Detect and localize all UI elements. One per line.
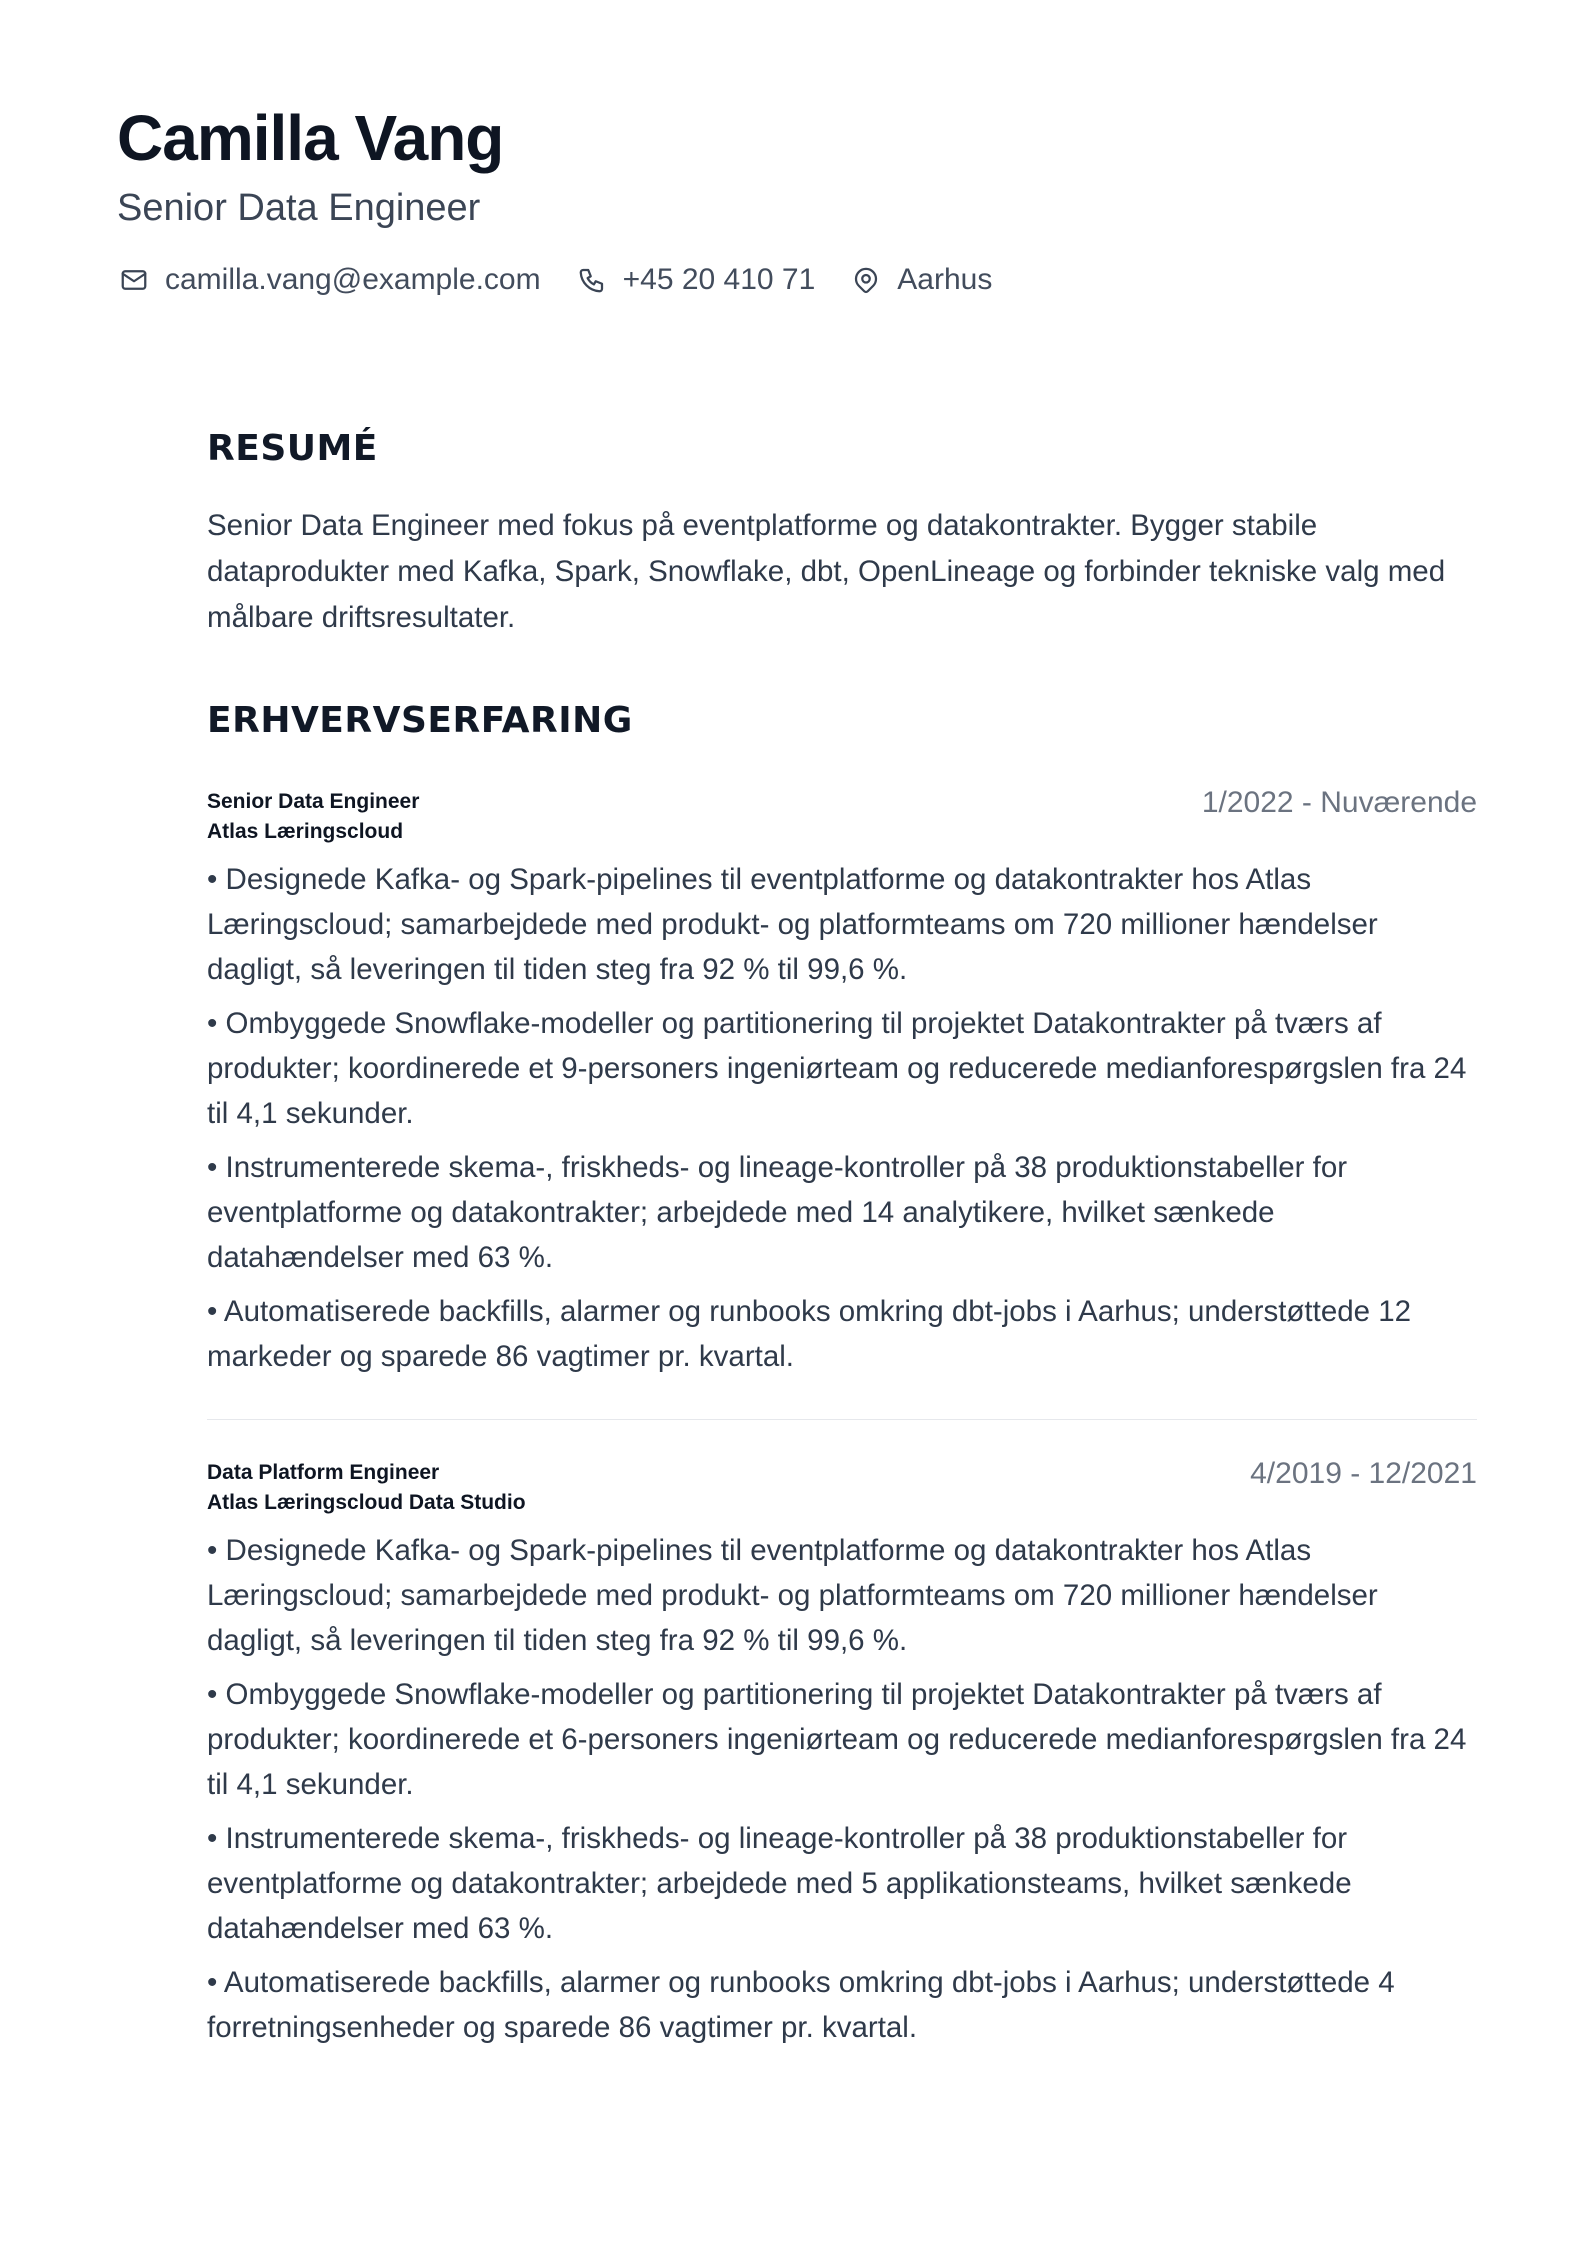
job-dates: 1/2022 - Nuværende <box>1201 786 1477 819</box>
experience-section <box>207 697 1477 2050</box>
job-bullets <box>207 1528 1477 2050</box>
mail-icon <box>117 263 151 297</box>
job-dates: 4/2019 - 12/2021 <box>1250 1457 1477 1490</box>
contact-location-text: Aarhus <box>897 263 993 296</box>
job-company: Atlas Læringscloud <box>207 820 404 843</box>
job-bullet: • Designede Kafka- og Spark-pipelines til eventplatforme og datakontrakter hos Atlas Læringscloud; samarbejdede med produkt- og platformteams om 720 millioner hændelser dagligt, så leveringen til tiden steg fra 92 % til 99,6 %. <box>207 863 1378 986</box>
job-bullet: • Designede Kafka- og Spark-pipelines til eventplatforme og datakontrakter hos Atlas Læringscloud; samarbejdede med produkt- og platformteams om 720 millioner hændelser dagligt, så leveringen til tiden steg fra 92 % til 99,6 %. <box>207 1534 1378 1657</box>
job-bullets <box>207 857 1477 1379</box>
job-company: Atlas Læringscloud Data Studio <box>207 1491 526 1514</box>
resume-header <box>117 98 1477 300</box>
phone-icon <box>575 263 609 297</box>
contact-email-text: camilla.vang@example.com <box>165 263 541 296</box>
job-role: Senior Data Engineer <box>207 790 420 813</box>
job-role: Data Platform Engineer <box>207 1461 440 1484</box>
job-bullet: • Automatiserede backfills, alarmer og runbooks omkring dbt-jobs i Aarhus; understøttede 12 markeder og sparede 86 vagtimer pr. kvartal. <box>207 1295 1412 1373</box>
contact-phone[interactable] <box>575 260 816 300</box>
resume-content <box>207 425 1477 2059</box>
job-entry <box>207 1458 1477 2050</box>
job-bullet: • Instrumenterede skema-, friskheds- og lineage-kontroller på 38 produktionstabeller for eventplatforme og datakontrakter; arbejdede med 14 analytikere, hvilket sænkede datahændelser med 63 %. <box>207 1151 1348 1274</box>
job-divider <box>207 1419 1477 1420</box>
contact-email[interactable] <box>117 260 541 300</box>
location-pin-icon <box>849 263 883 297</box>
job-bullet: • Ombyggede Snowflake-modeller og partitionering til projektet Datakontrakter på tværs af produkter; koordinerede et 9-personers ingeniørteam og reducerede medianforespørgslen fra 24 til 4,1 sekunder. <box>207 1007 1467 1130</box>
candidate-name: Camilla Vang <box>117 102 504 174</box>
job-titles <box>207 787 419 847</box>
summary-section <box>207 425 1477 641</box>
job-entry <box>207 787 1477 1379</box>
contact-phone-text: +45 20 410 71 <box>622 263 816 296</box>
contact-row <box>117 260 1477 300</box>
summary-heading: RESUMÉ <box>207 428 378 469</box>
job-bullet: • Ombyggede Snowflake-modeller og partitionering til projektet Datakontrakter på tværs af produkter; koordinerede et 6-personers ingeniørteam og reducerede medianforespørgslen fra 24 til 4,1 sekunder. <box>207 1678 1467 1801</box>
job-header <box>207 1458 1477 1518</box>
experience-heading: ERHVERVSERFARING <box>207 700 633 741</box>
summary-text: Senior Data Engineer med fokus på eventplatforme og datakontrakter. Bygger stabile dataprodukter med Kafka, Spark, Snowflake, dbt, OpenLineage og forbinder tekniske valg med målbare driftsresultater. <box>207 509 1446 634</box>
contact-location <box>849 260 992 300</box>
job-bullet: • Instrumenterede skema-, friskheds- og lineage-kontroller på 38 produktionstabeller for eventplatforme og datakontrakter; arbejdede med 5 applikationsteams, hvilket sænkede datahændelser med 63 %. <box>207 1822 1352 1945</box>
job-bullet: • Automatiserede backfills, alarmer og runbooks omkring dbt-jobs i Aarhus; understøttede 4 forretningsenheder og sparede 86 vagtimer pr. kvartal. <box>207 1966 1395 2044</box>
job-header <box>207 787 1477 847</box>
job-titles <box>207 1458 526 1518</box>
candidate-title: Senior Data Engineer <box>117 187 481 229</box>
